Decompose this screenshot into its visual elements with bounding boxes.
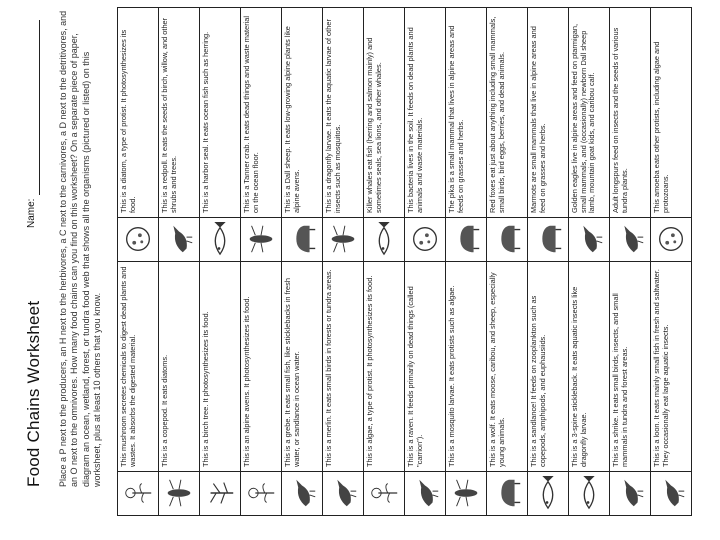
organism-description: Killer whales eat fish (herring and salmon mainly) and sometimes seals, sea lions, and other whales. bbox=[365, 37, 383, 213]
grebe-icon bbox=[282, 471, 322, 515]
organism-description: This is a wolf. It eats moose, caribou, and sheep, especially young animals. bbox=[488, 272, 506, 467]
grid-row bbox=[569, 7, 610, 515]
grid-row bbox=[487, 7, 528, 515]
copepod-icon bbox=[159, 471, 199, 515]
name-line bbox=[39, 20, 40, 195]
wolf-icon bbox=[487, 471, 527, 515]
organism-description: Red foxes eat just about anything including small mammals, small birds, bird eggs, berries, and dead animals. bbox=[488, 16, 506, 213]
alpine-avens-icon bbox=[241, 471, 281, 515]
organism-cell bbox=[364, 261, 404, 515]
marmot-icon bbox=[528, 217, 568, 261]
grid-row bbox=[118, 7, 159, 515]
organism-description: This is a mosquito larvae. It eats protists such as algae. bbox=[447, 285, 456, 467]
name-label: Name: bbox=[26, 198, 37, 228]
organism-cell bbox=[118, 7, 158, 261]
dall-sheep-icon bbox=[282, 217, 322, 261]
loon-icon bbox=[651, 471, 691, 515]
grid-row bbox=[159, 7, 200, 515]
organism-cell bbox=[241, 7, 281, 261]
grid-row bbox=[446, 7, 487, 515]
shrike-icon bbox=[610, 471, 650, 515]
organism-description: This is a Dall sheep. It eats low-growing alpine plants like alpine avens. bbox=[283, 26, 301, 213]
organism-cell bbox=[364, 7, 404, 261]
grid-row bbox=[651, 7, 692, 515]
organism-cell bbox=[323, 7, 363, 261]
tanner-crab-icon bbox=[241, 217, 281, 261]
organism-cell bbox=[610, 7, 650, 261]
sandlance-icon bbox=[528, 471, 568, 515]
organism-description: Marmots are small mammals that live in alpine areas and feed on grasses and herbs. bbox=[529, 26, 547, 213]
organism-cell bbox=[282, 7, 322, 261]
stickleback-icon bbox=[569, 471, 609, 515]
organism-description: This mushroom secretes chemicals to digest dead plants and wastes. It absorbs the digested material. bbox=[119, 266, 137, 467]
organism-cell bbox=[118, 261, 158, 515]
organism-description: This is an alpine avens. It photosynthesizes its food. bbox=[242, 296, 251, 467]
organism-cell bbox=[405, 7, 445, 261]
grid-row bbox=[241, 7, 282, 515]
dragonfly-larvae-icon bbox=[323, 217, 363, 261]
organism-description: Adult longspurs feed on insects and the seeds of various tundra plants. bbox=[611, 27, 629, 213]
mosquito-larvae-icon bbox=[446, 471, 486, 515]
harbor-seal-icon bbox=[200, 217, 240, 261]
pika-icon bbox=[446, 217, 486, 261]
organism-cell bbox=[610, 261, 650, 515]
organism-cell bbox=[651, 7, 691, 261]
grid-row bbox=[200, 7, 241, 515]
organism-cell bbox=[446, 261, 486, 515]
organism-cell bbox=[528, 7, 568, 261]
organism-description: This amoeba eats other protists, including algae and protozoans. bbox=[652, 41, 670, 213]
grid-row bbox=[364, 7, 405, 515]
organism-description: This is a grebe. It eats small fish, like sticklebacks in fresh water, or sandlance in ocean water. bbox=[283, 278, 301, 467]
organism-description: This is a harbor seal. It eats ocean fish such as herring. bbox=[201, 31, 210, 213]
instructions: Place a P next to the producers, an H next to the herbivores, a C next to the carnivores, a D next to the detritivores, and an O next to the omnivores. How many food chains can you find on this worksheet? On a separate piece of paper, diagram an ocean, wetland, forest, or tundra food web that shows all the organisms (pictured or listed) on this worksheet, plus at least 10 others that you know. bbox=[58, 10, 103, 487]
organism-grid bbox=[117, 7, 692, 516]
organism-cell bbox=[323, 261, 363, 515]
organism-description: This is a Tanner crab. It eats dead things and waste material on the ocean floor. bbox=[242, 15, 260, 213]
organism-description: This is a dragonfly larvae. It eats the aquatic larvae of other insects such as mosquitos. bbox=[324, 19, 342, 213]
organism-cell bbox=[241, 261, 281, 515]
organism-cell bbox=[487, 7, 527, 261]
redpoll-icon bbox=[159, 217, 199, 261]
organism-cell bbox=[200, 261, 240, 515]
red-fox-icon bbox=[487, 217, 527, 261]
organism-description: This is a merlin. It eats small birds in forests or tundra areas. bbox=[324, 269, 333, 467]
organism-description: This is a shrike. It eats small birds, insects, and small mammals in tundra and forest areas. bbox=[611, 293, 629, 467]
organism-description: This is a diatom, a type of protist. It photosynthesizes its food. bbox=[119, 29, 137, 213]
organism-cell bbox=[651, 261, 691, 515]
organism-description: This is algae, a type of protist. It photosynthesizes its food. bbox=[365, 275, 374, 467]
organism-description: This is a sandlance! It feeds on zooplankton such as copepods, amphipods, and euphausiids. bbox=[529, 295, 547, 467]
algae-icon bbox=[364, 471, 404, 515]
grid-row bbox=[405, 7, 446, 515]
organism-description: This is a redpoll. It eats the seeds of birch, willow, and other shrubs and trees. bbox=[160, 17, 178, 213]
raven-icon bbox=[405, 471, 445, 515]
merlin-icon bbox=[323, 471, 363, 515]
page-title: Food Chains Worksheet bbox=[24, 300, 43, 487]
bacteria-icon bbox=[405, 217, 445, 261]
grid-row bbox=[323, 7, 364, 515]
organism-description: This is a 3-spine stickleback. It eats aquatic insects like dragonfly larvae. bbox=[570, 286, 588, 467]
organism-description: This is a raven. It feeds primarily on dead things (called "carrion"). bbox=[406, 286, 424, 467]
organism-description: This bacteria lives in the soil. It feeds on dead plants and animals and waste materials. bbox=[406, 27, 424, 213]
amoeba-icon bbox=[651, 217, 691, 261]
diatom-icon bbox=[118, 217, 158, 261]
organism-cell bbox=[159, 261, 199, 515]
organism-description: This is a copepod. It eats diatoms. bbox=[160, 354, 169, 467]
organism-cell bbox=[569, 261, 609, 515]
organism-cell bbox=[569, 7, 609, 261]
organism-description: The pika is a small mammal that lives in alpine areas and feeds on grasses and herbs. bbox=[447, 25, 465, 213]
grid-row bbox=[528, 7, 569, 515]
killer-whale-icon bbox=[364, 217, 404, 261]
birch-tree-icon bbox=[200, 471, 240, 515]
organism-cell bbox=[487, 261, 527, 515]
organism-cell bbox=[200, 7, 240, 261]
organism-cell bbox=[405, 261, 445, 515]
organism-description: This is a birch tree. It photosynthesizes its food. bbox=[201, 311, 210, 467]
mushroom-icon bbox=[118, 471, 158, 515]
organism-description: Golden eagles live in alpine areas and feed on ptarmigan, small mammals, and (occasionally) newborn Dall sheep lamb, mountain goat kids, and caribou calf. bbox=[570, 24, 597, 213]
organism-cell bbox=[446, 7, 486, 261]
organism-cell bbox=[528, 261, 568, 515]
organism-cell bbox=[159, 7, 199, 261]
organism-cell bbox=[282, 261, 322, 515]
golden-eagle-icon bbox=[569, 217, 609, 261]
grid-row bbox=[282, 7, 323, 515]
organism-description: This is a loon. It eats mainly small fish in fresh and saltwater. They occasionally eat large aquatic insects. bbox=[652, 269, 670, 467]
longspur-icon bbox=[610, 217, 650, 261]
grid-row bbox=[610, 7, 651, 515]
